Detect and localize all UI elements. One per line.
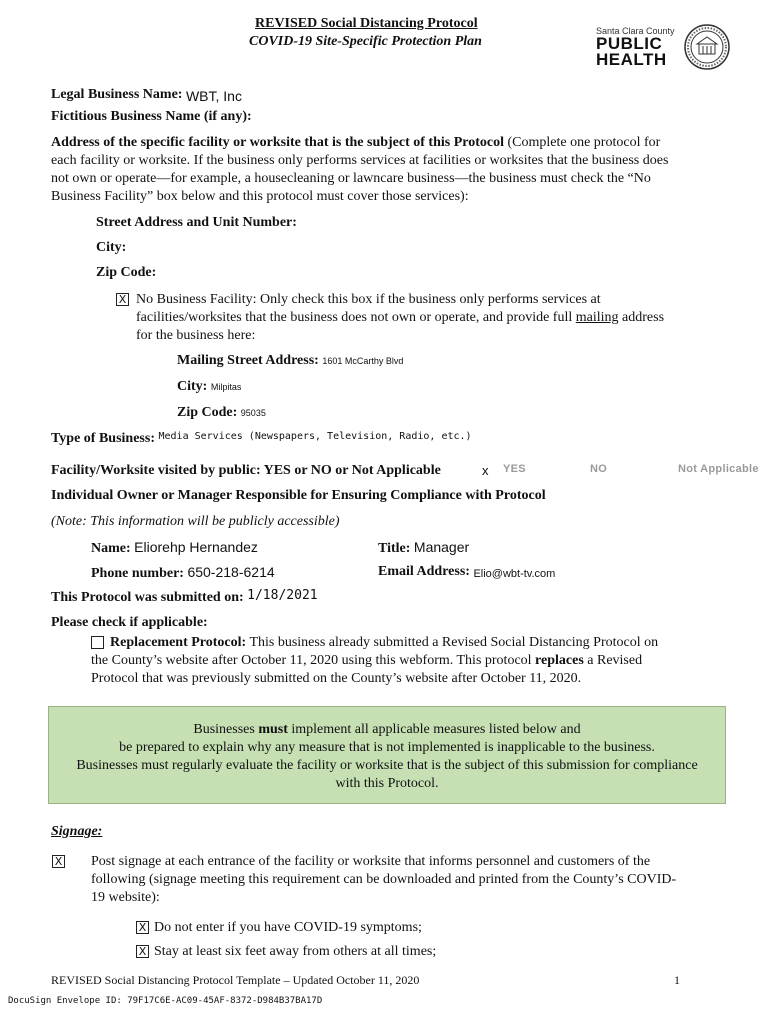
visited-by-public-mark[interactable]: x: [482, 463, 489, 478]
replacement-line-2a: the County’s website after October 11, 2020 using this webform. This protocol: [91, 653, 532, 668]
replacement-protocol-checkbox[interactable]: [91, 636, 104, 649]
no-facility-line-2a: facilities/worksites that the business does not own or operate, and provide full: [136, 310, 573, 325]
signage-heading: Signage:: [51, 824, 103, 839]
notice-line-1: [49, 721, 725, 739]
option-not-applicable[interactable]: Not Applicable: [678, 463, 759, 475]
footer-template-text: REVISED Social Distancing Protocol Template – Updated October 11, 2020: [51, 973, 420, 987]
no-business-facility-text: [136, 291, 664, 345]
visited-by-public-label: Facility/Worksite visited by public: YES or NO or Not Applicable: [51, 463, 441, 478]
logo-word-health: HEALTH: [596, 50, 667, 69]
no-facility-line-2: [136, 309, 664, 327]
signage-main-line-3: 19 website):: [91, 890, 160, 905]
signage-item-2-text: Stay at least six feet away from others at all times;: [154, 944, 437, 959]
owner-title-value[interactable]: Manager: [413, 539, 470, 555]
street-address-label: Street Address and Unit Number:: [96, 215, 297, 230]
notice-line-1c: implement all applicable measures listed below and: [291, 722, 581, 737]
mailing-city-label: City:: [177, 379, 208, 394]
notice-line-1a: Businesses: [193, 722, 255, 737]
public-health-logo: [596, 26, 676, 68]
address-heading: Address of the specific facility or worksite that is the subject of this Protocol: [51, 135, 504, 150]
type-of-business-value[interactable]: Media Services (Newspapers, Television, Radio, etc.): [158, 431, 472, 442]
replaces-bold-word: replaces: [535, 653, 584, 668]
owner-email-label: Email Address:: [378, 564, 470, 579]
signage-item-2: [136, 943, 436, 961]
owner-phone-row: [91, 563, 275, 583]
type-of-business-label: Type of Business:: [51, 431, 155, 446]
type-of-business-row: [51, 430, 472, 449]
owner-note: (Note: This information will be publicly accessible): [51, 514, 340, 529]
zip-code-label: Zip Code:: [96, 265, 157, 280]
mailing-street-label: Mailing Street Address:: [177, 353, 319, 368]
mailing-city-value[interactable]: Milpitas: [210, 382, 242, 392]
county-seal-icon: [684, 24, 730, 70]
signage-item-1-text: Do not enter if you have COVID-19 symptoms;: [154, 920, 422, 935]
signage-main-line-2: following (signage meeting this requirement can be downloaded and printed from the County’s COVID-: [91, 872, 677, 887]
address-note-line-4: Business Facility” box below and this protocol must cover those services):: [51, 189, 469, 204]
owner-name-row: [91, 538, 258, 558]
mailing-zip-value[interactable]: 95035: [240, 408, 266, 418]
mailing-zip-row: [177, 404, 266, 422]
replacement-protocol-label: Replacement Protocol:: [110, 635, 247, 650]
legal-business-name-row: [51, 84, 242, 104]
mailing-street-row: [177, 352, 403, 370]
legal-business-name-value[interactable]: WBT, Inc: [185, 88, 242, 104]
owner-title-label: Title:: [378, 541, 411, 556]
owner-name-value[interactable]: Eliorehp Hernandez: [134, 539, 258, 555]
checkbox-checked-icon[interactable]: X: [52, 855, 65, 868]
owner-name-label: Name:: [91, 541, 131, 556]
replacement-line-2: [91, 652, 658, 670]
footer-page-number: 1: [674, 973, 680, 987]
signage-main-checkbox[interactable]: [52, 853, 65, 871]
mailing-street-value[interactable]: 1601 McCarthy Blvd: [322, 356, 404, 366]
address-note-line-1: (Complete one protocol for: [507, 135, 661, 150]
submitted-on-label: This Protocol was submitted on:: [51, 590, 244, 605]
no-facility-line-3: for the business here:: [136, 328, 256, 343]
compliance-notice-box: [48, 706, 726, 804]
owner-email-row: [378, 563, 555, 581]
signage-item-2-checkbox[interactable]: X: [136, 945, 149, 958]
please-check-label: Please check if applicable:: [51, 615, 208, 630]
document-title: REVISED Social Distancing Protocol: [255, 16, 478, 31]
notice-line-4: with this Protocol.: [335, 776, 439, 791]
checkbox-checked-icon[interactable]: X: [116, 293, 129, 306]
replacement-line-2c: a Revised: [587, 653, 643, 668]
document-subtitle: COVID-19 Site-Specific Protection Plan: [249, 34, 482, 49]
notice-line-2: be prepared to explain why any measure that is not implemented is inapplicable to the business.: [119, 740, 655, 755]
option-no[interactable]: NO: [590, 463, 608, 475]
option-yes[interactable]: YES: [503, 463, 526, 475]
no-facility-line-1: No Business Facility: Only check this box if the business only performs services at: [136, 292, 601, 307]
owner-phone-value[interactable]: 650-218-6214: [187, 564, 275, 580]
no-business-facility-checkbox[interactable]: [116, 291, 129, 309]
owner-title-row: [378, 538, 469, 558]
no-facility-line-2c: address: [622, 310, 665, 325]
docusign-envelope-id: DocuSign Envelope ID: 79F17C6E-AC09-45AF-8372-D984B37BA17D: [8, 996, 323, 1006]
address-note-line-2: each facility or worksite. If the business only performs services at facilities or worksites that the business does: [51, 153, 669, 168]
logo-word-public: PUBLIC: [596, 34, 663, 53]
address-instructions: [51, 134, 741, 206]
submitted-on-value[interactable]: 1/18/2021: [247, 588, 318, 603]
owner-phone-label: Phone number:: [91, 566, 184, 581]
logo-county-text: Santa Clara County: [596, 26, 675, 36]
city-label: City:: [96, 240, 127, 255]
address-note-line-3: not own or operate—for example, a housecleaning or lawncare business—the business must check the “No: [51, 171, 651, 186]
fictitious-business-name-label: Fictitious Business Name (if any):: [51, 109, 252, 124]
signage-item-1-checkbox[interactable]: X: [136, 921, 149, 934]
replacement-protocol-block: [91, 634, 658, 688]
replacement-line-3: Protocol that was previously submitted on the County’s website after October 11, 2020.: [91, 671, 582, 686]
mailing-zip-label: Zip Code:: [177, 405, 238, 420]
notice-must-bold: must: [258, 722, 288, 737]
replacement-line-1: This business already submitted a Revised Social Distancing Protocol on: [249, 635, 659, 650]
mailing-city-row: [177, 378, 241, 396]
signage-main-text: [91, 853, 676, 907]
mailing-underlined-word: mailing: [575, 310, 619, 325]
legal-business-name-label: Legal Business Name:: [51, 87, 183, 102]
submitted-on-row: [51, 589, 318, 607]
signage-item-1: [136, 919, 422, 937]
notice-line-3: Businesses must regularly evaluate the facility or worksite that is the subject of this submission for compliance: [76, 758, 698, 773]
owner-email-value[interactable]: Elio@wbt-tv.com: [473, 568, 556, 580]
signage-main-line-1: Post signage at each entrance of the facility or worksite that informs personnel and customers of the: [91, 854, 651, 869]
owner-heading: Individual Owner or Manager Responsible for Ensuring Compliance with Protocol: [51, 488, 546, 503]
